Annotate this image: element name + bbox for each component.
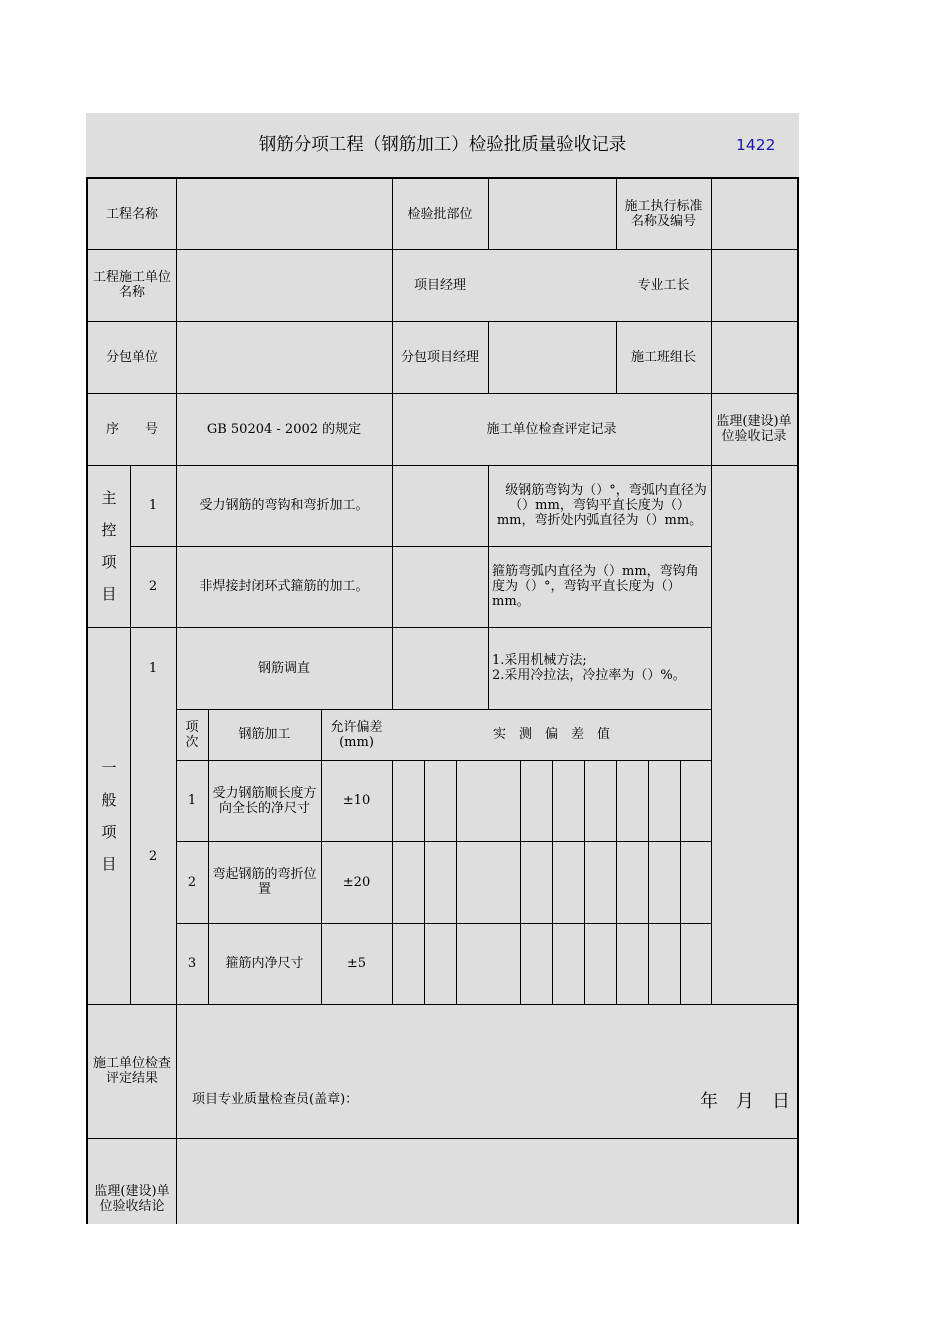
supervisor-record-header: 监理(建设)单位验收记录 <box>716 414 792 444</box>
foreman-field[interactable] <box>711 249 797 321</box>
measured-header: 实 测 偏 差 值 <box>492 727 610 742</box>
general-items-label-char: 般 <box>101 790 117 809</box>
contractor-result-label: 施工单位检查评定结果 <box>92 1056 171 1086</box>
spec-header: GB 50204 - 2002 的规定 <box>206 421 362 437</box>
seq-header: 序 号 <box>105 421 158 437</box>
main-item-record[interactable]: 箍筋弯弧内直径为（）mm，弯钩角度为（）°，弯钩平直长度为（）mm。 <box>492 564 699 609</box>
record-line: 2.采用冷拉法，冷拉率为（）%。 <box>492 668 686 683</box>
main-items-label-char: 项 <box>101 553 117 571</box>
sub-item-no: 2 <box>187 874 197 890</box>
sub-project-manager-field[interactable] <box>488 321 616 393</box>
team-leader-field[interactable] <box>711 321 797 393</box>
standard-name-label: 施工执行标准名称及编号 <box>624 199 703 229</box>
sub-item-tolerance: ±5 <box>346 956 367 971</box>
supervisor-conclusion-field[interactable] <box>176 1138 797 1224</box>
contractor-result-field[interactable] <box>176 1004 797 1138</box>
general-items-label-char: 一 <box>101 758 117 777</box>
project-manager-field[interactable] <box>488 249 616 321</box>
item-header: 钢筋加工 <box>238 727 291 742</box>
inspection-form <box>86 113 799 1224</box>
general-item-desc: 钢筋调直 <box>257 660 310 676</box>
main-item-record[interactable]: 级钢筋弯钩为（）°，弯弧内直径为（）mm，弯钩平直长度为（）mm，弯折处内弧直径为（）mm。 <box>492 483 707 528</box>
standard-name-field[interactable] <box>711 179 797 249</box>
general-item-no: 2 <box>148 849 158 864</box>
form-title: 钢筋分项工程（钢筋加工）检验批质量验收记录 <box>258 135 627 155</box>
general-items-label-char: 目 <box>101 854 117 873</box>
inspection-lot-location-label: 检验批部位 <box>407 206 473 222</box>
sub-item-name: 箍筋内净尺寸 <box>225 956 304 971</box>
project-name-label: 工程名称 <box>105 206 158 222</box>
contractor-name-label: 工程施工单位名称 <box>92 270 171 300</box>
sub-item-tolerance: ±10 <box>342 793 371 808</box>
foreman-label: 专业工长 <box>637 277 690 293</box>
general-items-label-char: 项 <box>101 822 117 841</box>
sub-project-manager-label: 分包项目经理 <box>400 349 479 365</box>
main-items-label-char: 主 <box>101 489 117 507</box>
subcontractor-field[interactable] <box>176 321 392 393</box>
form-table <box>86 177 799 1224</box>
main-item-desc: 受力钢筋的弯钩和弯折加工。 <box>199 498 369 513</box>
sub-item-no: 3 <box>187 956 197 971</box>
sub-item-name: 弯起钢筋的弯折位置 <box>212 867 317 897</box>
main-items-label-char: 控 <box>101 521 117 539</box>
supervisor-record-field[interactable] <box>711 465 797 1004</box>
general-item-blank[interactable] <box>392 627 488 709</box>
record-line: 1.采用机械方法; <box>492 653 587 668</box>
sub-item-name: 受力钢筋顺长度方向全长的净尺寸 <box>212 785 317 816</box>
contractor-name-field[interactable] <box>176 249 392 321</box>
tolerance-header: 允许偏差(mm) <box>330 719 383 750</box>
subcontractor-label: 分包单位 <box>105 349 158 365</box>
form-code: 1422 <box>736 136 776 154</box>
main-items-label-char: 目 <box>101 585 117 603</box>
sub-item-tolerance: ±20 <box>342 874 371 890</box>
general-item-record[interactable] <box>488 627 711 709</box>
project-name-field[interactable] <box>176 179 392 249</box>
general-item-no: 1 <box>148 660 158 676</box>
team-leader-label: 施工班组长 <box>630 349 696 365</box>
item-no-header: 项次 <box>185 719 199 750</box>
contractor-record-header: 施工单位检查评定记录 <box>486 421 617 437</box>
supervisor-conclusion-label: 监理(建设)单位验收结论 <box>94 1184 170 1214</box>
main-item-blank[interactable] <box>392 546 488 627</box>
main-items-label <box>88 465 130 627</box>
main-item-desc: 非焊接封闭环式箍筋的加工。 <box>199 579 369 594</box>
project-manager-label: 项目经理 <box>413 277 466 293</box>
sub-item-no: 1 <box>187 793 197 808</box>
main-item-blank[interactable] <box>392 465 488 546</box>
result-date: 年 月 日 <box>700 1091 790 1112</box>
inspection-lot-location-field[interactable] <box>488 179 616 249</box>
general-items-label <box>88 627 130 1004</box>
main-item-no: 1 <box>148 498 158 513</box>
inspector-label: 项目专业质量检查员(盖章)： <box>192 1091 359 1107</box>
main-item-no: 2 <box>148 579 158 594</box>
